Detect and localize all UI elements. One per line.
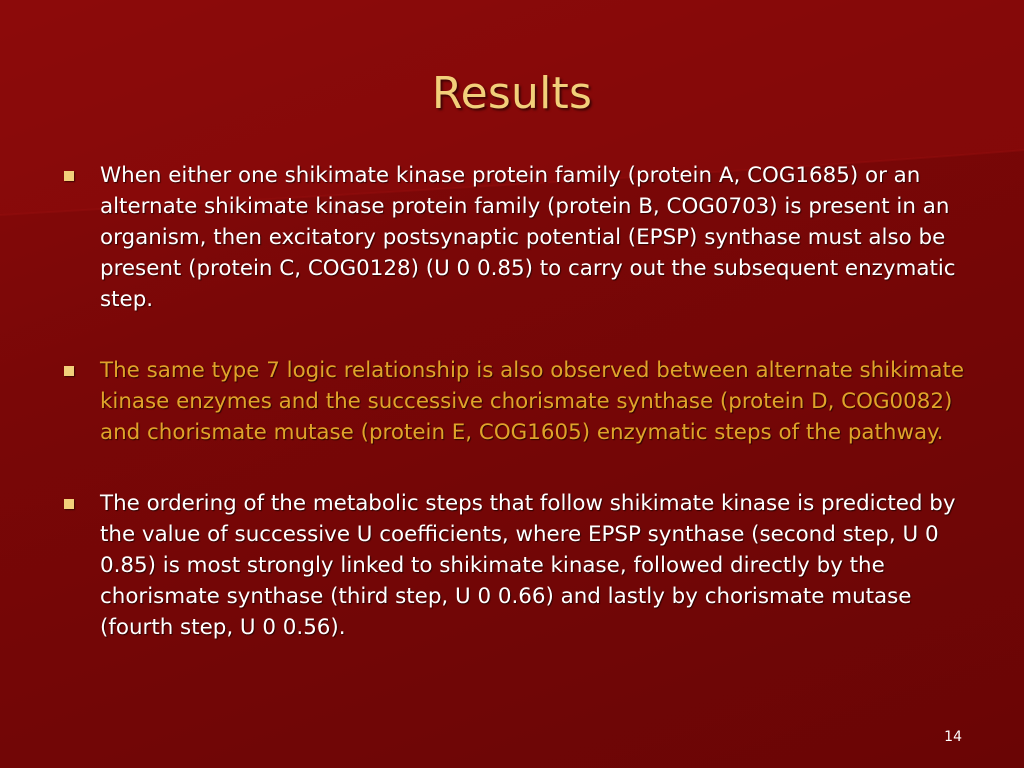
bullet-list (62, 160, 982, 683)
bullet-text-1: When either one shikimate kinase protein family (protein A, COG1685) or an alternate shikimate kinase protein family (protein B, COG0703) is present in an organism, then excitatory postsynaptic potential (EPSP) synthase must also be present (protein C, COG0128) (U 0 0.85) to carry out the subsequent enzymatic step. (100, 163, 956, 312)
square-bullet-icon (64, 499, 74, 509)
square-bullet-icon (64, 366, 74, 376)
slide-title: Results (431, 68, 593, 119)
bullet-item-2 (62, 355, 982, 448)
page-number: 14 (944, 729, 962, 745)
bullet-text-3: The ordering of the metabolic steps that follow shikimate kinase is predicted by the value of successive U coefficients, where EPSP synthase (second step, U 0 0.85) is most strongly linked to shikimate kinase, followed directly by the chorismate synthase (third step, U 0 0.66) and lastly by chorismate mutase (fourth step, U 0 0.56). (100, 491, 956, 640)
bullet-item-1 (62, 160, 982, 315)
bullet-text-2: The same type 7 logic relationship is also observed between alternate shikimate kinase enzymes and the successive chorismate synthase (protein D, COG0082) and chorismate mutase (protein E, COG1605) enzymatic steps of the pathway. (100, 358, 964, 445)
bullet-item-3 (62, 488, 982, 643)
square-bullet-icon (64, 171, 74, 181)
